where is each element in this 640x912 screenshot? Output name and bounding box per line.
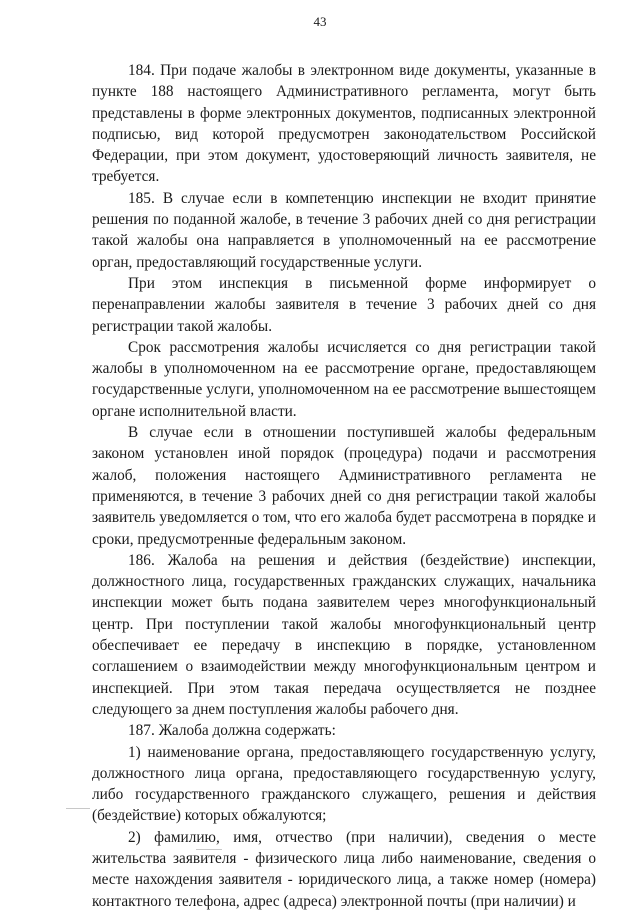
paragraph-186: 186. Жалоба на решения и действия (бездействие) инспекции, должностного лица, государственных гражданских служащих, начальника инспекции может быть подана заявителем через многофункциональный центр. При поступлении такой жалобы многофункциональный центр обеспечивает ее передачу в инспекцию в порядке, установленном соглашением о взаимодействии между многофункциональным центром и инспекцией. При этом такая передача осуществляется не позднее следующего за днем поступления жалобы рабочего дня.: [92, 551, 596, 718]
scan-mark-left: [66, 808, 90, 809]
list-item-2: 2) фамилию, имя, отчество (при наличии), сведения о месте жительства заявителя - физического лица либо наименование, сведения о месте нахождения заявителя - юридического лица, а также номер (номера) контактного телефона, адрес (адреса) электронной почты (при наличии) и: [92, 828, 596, 910]
paragraph-notification: При этом инспекция в письменной форме информирует о перенаправлении жалобы заявителя в течение 3 рабочих дней со дня регистрации такой жалобы.: [92, 274, 596, 335]
scan-mark-bottom: [196, 849, 222, 850]
paragraph-federal-law: В случае если в отношении поступившей жалобы федеральным законом установлен иной порядок (процедура) подачи и рассмотрения жалоб, положения настоящего Административного регламента не применяются, в течение 3 рабочих дней со дня регистрации такой жалобы заявитель уведомляется о том, что его жалоба будет рассмотрена в порядке и сроки, предусмотренные федеральным законом.: [92, 424, 596, 548]
list-item-1: 1) наименование органа, предоставляющего государственную услугу, должностного лица органа, предоставляющего государственную услугу, либо государственного гражданского служащего, решения и действия (бездействие) которых обжалуются;: [92, 743, 596, 825]
paragraph-184: 184. При подаче жалобы в электронном виде документы, указанные в пункте 188 настоящего Административного регламента, могут быть представлены в форме электронных документов, подписанных электронной подписью, вид которой предусмотрен законодательством Российской Федерации, при этом документ, удостоверяющий личность заявителя, не требуется.: [92, 62, 596, 186]
paragraph-185: 185. В случае если в компетенцию инспекции не входит принятие решения по поданной жалобе, в течение 3 рабочих дней со дня регистрации такой жалобы она направляется в уполномоченный на ее рассмотрение орган, предоставляющий государственные услуги.: [92, 189, 596, 271]
paragraph-review-period: Срок рассмотрения жалобы исчисляется со дня регистрации такой жалобы в уполномоченном на ее рассмотрение органе, предоставляющем государственные услуги, уполномоченном на ее рассмотрение вышестоящем органе исполнительной власти.: [92, 338, 596, 420]
document-body: [92, 60, 596, 912]
page-number: 43: [313, 14, 327, 29]
paragraph-187: 187. Жалоба должна содержать:: [128, 722, 336, 740]
